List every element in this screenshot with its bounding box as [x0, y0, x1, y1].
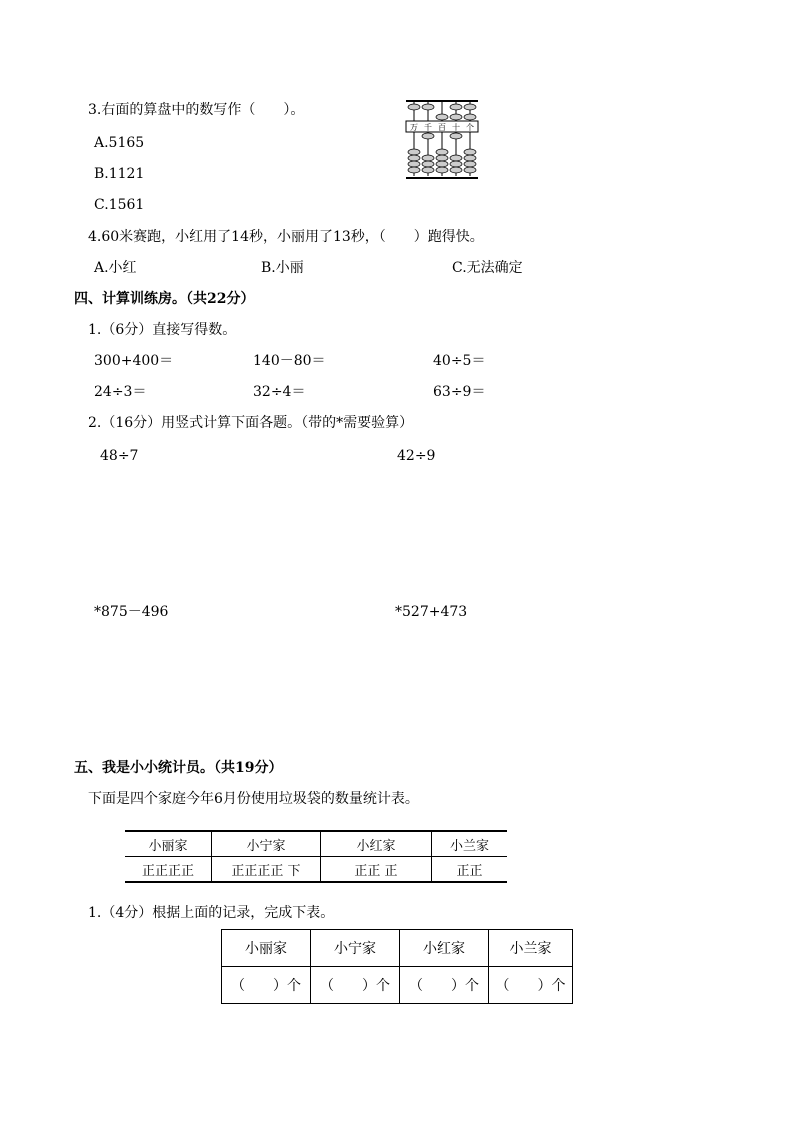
q4-option-b[interactable]: B.小丽 [261, 260, 304, 276]
answer-blank[interactable]: （ ）个 [489, 967, 573, 1004]
answer-blank[interactable]: （ ）个 [400, 967, 489, 1004]
q3-option-c[interactable]: C.1561 [94, 197, 145, 213]
abacus-bead [408, 104, 420, 110]
abacus-bead [436, 161, 448, 167]
abacus-place-label: 十 [452, 123, 460, 132]
oral-calc-item: 300+400＝ [94, 353, 174, 369]
q3-option-a[interactable]: A.5165 [94, 135, 145, 151]
oral-calc-item: 63÷9＝ [433, 384, 486, 400]
tally-header: 小丽家 [125, 831, 212, 857]
vertical-calc-item: *875－496 [94, 604, 169, 620]
oral-calc-item: 40÷5＝ [433, 353, 486, 369]
q4-stem: 4.60米赛跑，小红用了14秒，小丽用了13秒，（ ）跑得快。 [88, 229, 484, 245]
abacus-bead [422, 167, 434, 173]
tally-cell: 正正正正 下 [212, 857, 321, 883]
answer-blank[interactable]: （ ）个 [311, 967, 400, 1004]
abacus-bead [464, 149, 476, 155]
section5-intro: 下面是四个家庭今年6月份使用垃圾袋的数量统计表。 [88, 791, 419, 807]
abacus-bead [408, 149, 420, 155]
oral-calc-item: 32÷4＝ [253, 384, 306, 400]
answer-header: 小兰家 [489, 930, 573, 967]
abacus-bead [450, 161, 462, 167]
abacus-bottom-frame [406, 177, 478, 179]
abacus-bead [464, 161, 476, 167]
section5-q1-stem: 1.（4分）根据上面的记录，完成下表。 [88, 905, 335, 921]
abacus-bead [450, 104, 462, 110]
section5-heading: 五、我是小小统计员。（共19分） [74, 760, 283, 776]
section4-heading: 四、计算训练房。（共22分） [74, 291, 255, 307]
abacus-bead [450, 167, 462, 173]
abacus-bead [408, 155, 420, 161]
oral-calc-item: 24÷3＝ [94, 384, 147, 400]
abacus-bead [450, 155, 462, 161]
tally-header: 小红家 [321, 831, 432, 857]
vertical-calc-item: 42÷9 [397, 448, 436, 464]
abacus-place-label: 万 [410, 123, 418, 132]
abacus-bead [422, 155, 434, 161]
section4-q2-stem: 2.（16分）用竖式计算下面各题。（带的*需要验算） [88, 415, 414, 431]
abacus-bead [408, 167, 420, 173]
q4-option-c[interactable]: C.无法确定 [452, 260, 523, 276]
answer-table [221, 929, 573, 1004]
tally-header: 小宁家 [212, 831, 321, 857]
tally-cell: 正正正正 [125, 857, 212, 883]
tally-cell: 正正 [432, 857, 508, 883]
vertical-calc-item: 48÷7 [100, 448, 139, 464]
abacus-bead [436, 167, 448, 173]
abacus-bead [450, 133, 462, 139]
abacus-bead [464, 155, 476, 161]
abacus-bead [464, 114, 476, 120]
tally-table [125, 830, 507, 883]
section4-q1-stem: 1.（6分）直接写得数。 [88, 322, 237, 338]
q3-option-b[interactable]: B.1121 [94, 166, 145, 182]
abacus-bead [436, 149, 448, 155]
abacus-bead [422, 133, 434, 139]
abacus-bead [436, 155, 448, 161]
abacus-place-label: 千 [424, 123, 432, 132]
tally-header: 小兰家 [432, 831, 508, 857]
abacus-top-frame [406, 100, 478, 102]
abacus-bead [464, 167, 476, 173]
abacus-bead [436, 114, 448, 120]
abacus-figure [404, 100, 480, 180]
abacus-place-label: 百 [438, 123, 446, 132]
q4-option-a[interactable]: A.小红 [94, 260, 137, 276]
tally-cell: 正正 正 [321, 857, 432, 883]
vertical-calc-item: *527+473 [395, 604, 468, 620]
answer-header: 小丽家 [222, 930, 311, 967]
abacus-bead [408, 161, 420, 167]
abacus-bead [450, 114, 462, 120]
answer-header: 小宁家 [311, 930, 400, 967]
q3-stem: 3.右面的算盘中的数写作（ ）。 [88, 102, 305, 118]
abacus-place-label: 个 [466, 123, 474, 132]
oral-calc-item: 140－80＝ [253, 353, 326, 369]
abacus-bead [422, 104, 434, 110]
abacus-bead [464, 104, 476, 110]
answer-blank[interactable]: （ ）个 [222, 967, 311, 1004]
answer-header: 小红家 [400, 930, 489, 967]
abacus-bead [422, 161, 434, 167]
